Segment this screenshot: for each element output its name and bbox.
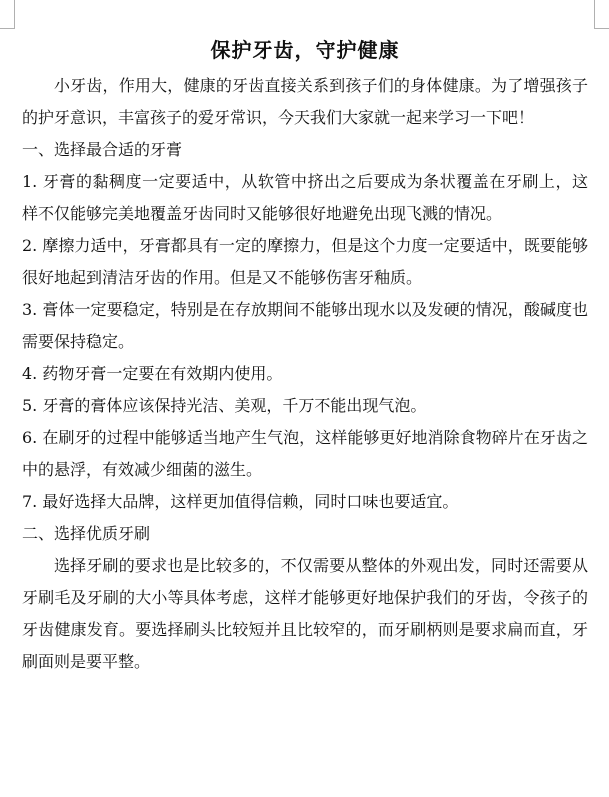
intro-paragraph: 小牙齿，作用大，健康的牙齿直接关系到孩子们的身体健康。为了增强孩子的护牙意识，丰富孩子的爱牙常识，今天我们大家就一起来学习一下吧！ — [22, 76, 588, 127]
section-1-item-6: 6. 在刷牙的过程中能够适当地产生气泡，这样能够更好地消除食物碎片在牙齿之中的悬浮，有效减少细菌的滋生。 — [22, 428, 588, 479]
section-2-heading: 二、选择优质牙刷 — [22, 524, 151, 543]
section-1-item-5: 5. 牙膏的膏体应该保持光洁、美观，千万不能出现气泡。 — [22, 396, 427, 415]
section-1-item-3: 3. 膏体一定要稳定，特别是在存放期间不能够出现水以及发硬的情况，酸碱度也需要保持稳定。 — [22, 300, 588, 351]
section-1-item-7: 7. 最好选择大品牌，这样更加值得信赖，同时口味也要适宜。 — [22, 492, 459, 511]
section-1-item-2: 2. 摩擦力适中，牙膏都具有一定的摩擦力，但是这个力度一定要适中，既要能够很好地起到清洁牙齿的作用。但是又不能够伤害牙釉质。 — [22, 236, 588, 287]
section-2-paragraph: 选择牙刷的要求也是比较多的，不仅需要从整体的外观出发，同时还需要从牙刷毛及牙刷的大小等具体考虑，这样才能够更好地保护我们的牙齿，令孩子的牙齿健康发育。要选择刷头比较短并且比较窄的，而牙刷柄则是要求扁而直，牙刷面则是要平整。 — [22, 556, 588, 671]
document-title: 保护牙齿，守护健康 — [210, 38, 400, 62]
crop-mark-top-right — [594, 0, 609, 29]
document-body — [22, 30, 588, 678]
section-1-item-4: 4. 药物牙膏一定要在有效期内使用。 — [22, 364, 283, 383]
section-1-heading: 一、选择最合适的牙膏 — [22, 140, 183, 159]
crop-mark-top-left — [0, 0, 15, 29]
section-1-item-1: 1. 牙膏的黏稠度一定要适中，从软管中挤出之后要成为条状覆盖在牙刷上，这 样不仅能够完美地覆盖牙齿同时又能够很好地避免出现飞溅的情况。 — [22, 172, 588, 223]
